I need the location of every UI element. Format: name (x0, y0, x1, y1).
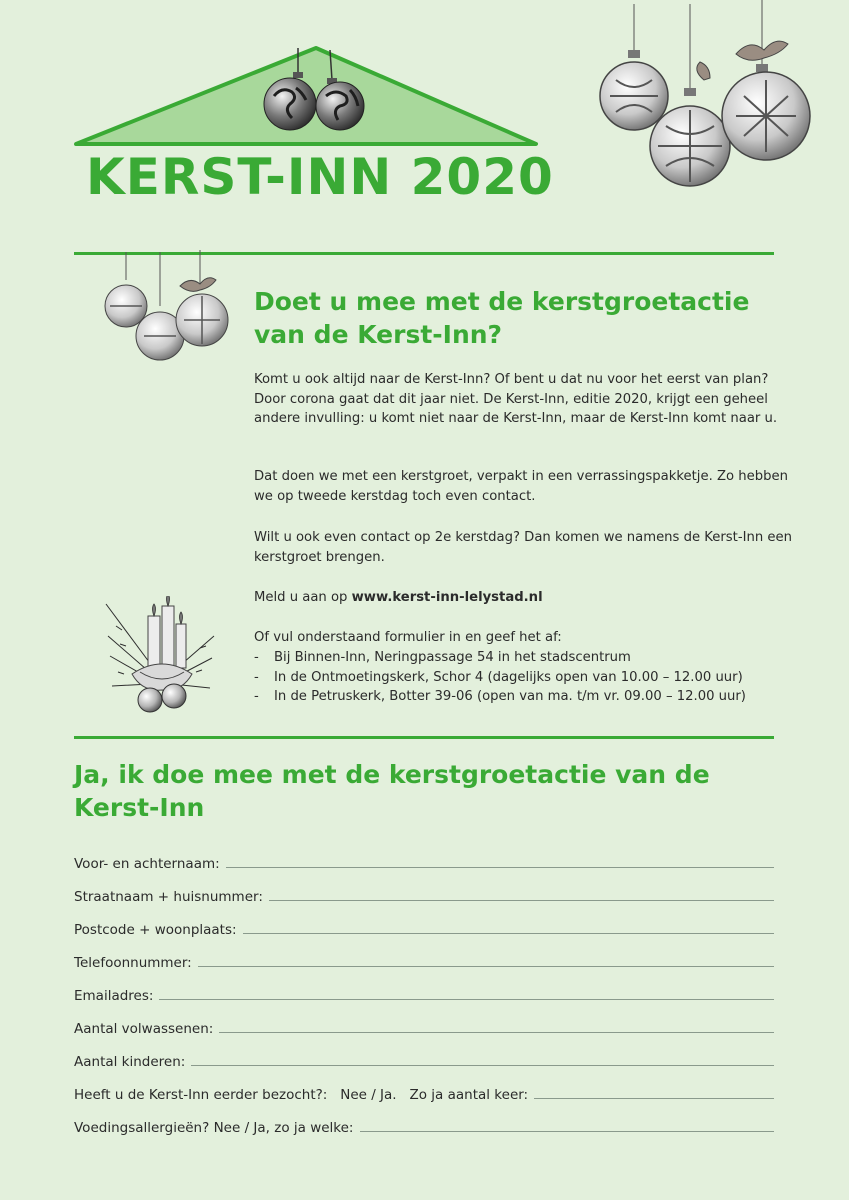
form-heading: Ja, ik doe mee met de kerstgroetactie van de Kerst-Inn (74, 760, 710, 822)
list-item (254, 687, 794, 707)
signup-paragraph (254, 588, 794, 608)
list-dash: - (254, 650, 259, 665)
field-label: Voor- en achternaam: (74, 856, 220, 872)
field-label: Voedingsallergieën? Nee / Ja, zo ja welke: (74, 1120, 354, 1136)
fill-line[interactable] (269, 900, 774, 901)
intro-paragraph-3: Wilt u ook even contact op 2e kerstdag? Dan komen we namens de Kerst-Inn een kerstgroet brengen. (254, 530, 792, 565)
logo-roof-with-baubles (70, 40, 540, 150)
list-item (254, 648, 794, 668)
form-field-adults[interactable] (74, 1017, 774, 1039)
fill-line[interactable] (159, 999, 774, 1000)
location-list (254, 648, 794, 707)
form-field-children[interactable] (74, 1050, 774, 1072)
field-label: Emailadres: (74, 988, 154, 1004)
list-dash: - (254, 689, 259, 704)
fill-line[interactable] (534, 1098, 774, 1099)
location-text: In de Ontmoetingskerk, Schor 4 (dagelijks open van 10.00 – 12.00 uur) (274, 669, 743, 685)
fill-line[interactable] (219, 1032, 774, 1033)
field-label: Aantal kinderen: (74, 1054, 186, 1070)
fill-line[interactable] (360, 1131, 775, 1132)
form-field-street[interactable] (74, 885, 774, 907)
hanging-ornaments-illustration (596, 0, 816, 205)
field-label: Aantal volwassenen: (74, 1021, 214, 1037)
form-field-postcode[interactable] (74, 918, 774, 940)
intro-paragraph-2: Dat doen we met een kerstgroet, verpakt in een verrassingspakketje. Zo hebben we op tweede kerstdag toch even contact. (254, 469, 788, 504)
small-ornaments-illustration (104, 250, 234, 370)
fill-line[interactable] (243, 933, 774, 934)
fill-line[interactable] (191, 1065, 774, 1066)
list-dash: - (254, 669, 259, 685)
intro-heading: Doet u mee met de kerstgroetactie van de Kerst-Inn? (254, 287, 750, 349)
fill-line[interactable] (226, 867, 774, 868)
field-label: Heeft u de Kerst-Inn eerder bezocht?: Nee / Ja. Zo ja aantal keer: (74, 1087, 529, 1103)
form-field-allergies[interactable] (74, 1116, 774, 1138)
field-label: Postcode + woonplaats: (74, 922, 237, 938)
form-field-previous-visits[interactable] (74, 1083, 774, 1105)
form-field-name[interactable] (74, 852, 774, 874)
field-label: Telefoonnummer: (74, 955, 192, 971)
fill-line[interactable] (198, 966, 774, 967)
form-field-phone[interactable] (74, 951, 774, 973)
signup-url-link[interactable]: www.kerst-inn-lelystad.nl (351, 590, 543, 605)
list-item (254, 668, 794, 688)
field-label: Straatnaam + huisnummer: (74, 889, 263, 905)
candle-decoration-illustration (102, 596, 222, 720)
form-instruction: Of vul onderstaand formulier in en geef het af: (254, 630, 562, 645)
divider-form (74, 736, 774, 739)
location-text: In de Petruskerk, Botter 39-06 (open van ma. t/m vr. 09.00 – 12.00 uur) (274, 689, 746, 704)
page-title: KERST-INN 2020 (86, 148, 554, 206)
signup-prefix: Meld u aan op (254, 590, 352, 605)
location-text: Bij Binnen-Inn, Neringpassage 54 in het stadscentrum (274, 650, 631, 665)
form-field-email[interactable] (74, 984, 774, 1006)
intro-paragraph-1: Komt u ook altijd naar de Kerst-Inn? Of bent u dat nu voor het eerst van plan? Door corona gaat dat dit jaar niet. De Kerst-Inn, editie 2020, krijgt een geheel andere invulling: u komt niet naar de Kerst-Inn, maar de Kerst-Inn komt naar u. (254, 372, 778, 426)
